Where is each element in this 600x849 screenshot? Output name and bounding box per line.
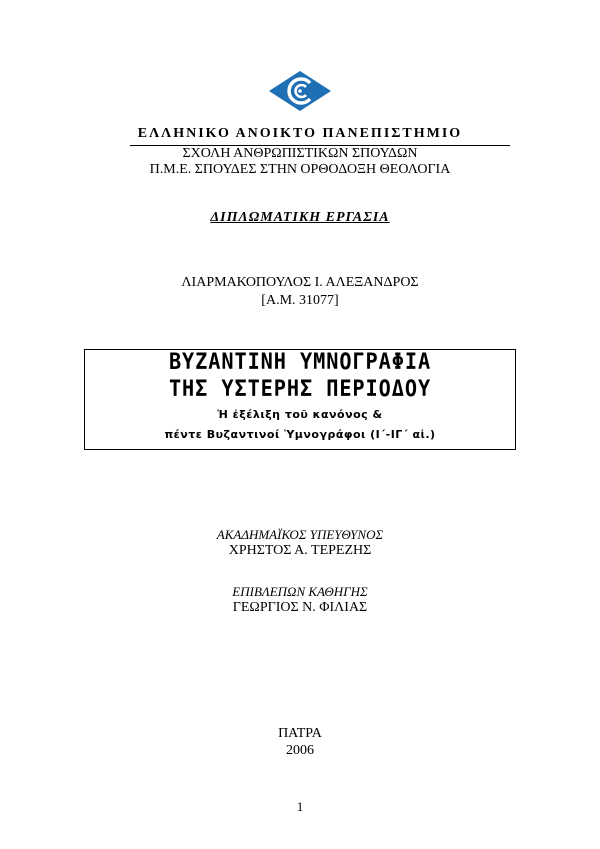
supervisor-name: ΧΡΗΣΤΟΣ Α. ΤΕΡΕΖΗΣ [228,543,372,558]
subtitle-line-1: Ἡ ἐξέλιξη τοῦ κανόνος & [217,408,383,421]
registration-number: [Α.Μ. 31077] [261,293,339,308]
page-number: 1 [296,799,304,814]
university-logo [268,70,332,112]
document-type: ΔΙΠΛΩΜΑΤΙΚΗ ΕΡΓΑΣΙΑ [210,210,390,225]
subtitle-line-2: πέντε Βυζαντινοί Ὑμνογράφοι (Ι΄-ΙΓ΄ αἰ.) [164,428,436,441]
program-name: Π.Μ.Ε. ΣΠΟΥΔΕΣ ΣΤΗΝ ΟΡΘΟΔΟΞΗ ΘΕΟΛΟΓΙΑ [149,162,451,177]
year: 2006 [286,743,314,758]
author-name: ΛΙΑΡΜΑΚΟΠΟΥΛΟΣ Ι. ΑΛΕΞΑΝΔΡΟΣ [181,275,419,290]
school-name: ΣΧΟΛΗ ΑΝΘΡΩΠΙΣΤΙΚΩΝ ΣΠΟΥΔΩΝ [182,146,418,161]
title-box [84,349,516,450]
title-line-1: ΒΥΖΑΝΤΙΝΗ ΥΜΝΟΓΡΑΦΙΑ [168,350,432,375]
supervisor-label: ΑΚΑΔΗΜΑΪΚΟΣ ΥΠΕΥΘΥΝΟΣ [216,527,384,542]
advisor-label: ΕΠΙΒΛΕΠΩΝ ΚΑΘΗΓΗΣ [232,584,368,599]
university-name: ΕΛΛΗΝΙΚΟ ΑΝΟΙΚΤΟ ΠΑΝΕΠΙΣΤΗΜΙΟ [137,126,463,141]
title-line-2: ΤΗΣ ΥΣΤΕΡΗΣ ΠΕΡΙΟΔΟΥ [168,377,432,402]
city: ΠΑΤΡΑ [278,726,322,741]
advisor-name: ΓΕΩΡΓΙΟΣ Ν. ΦΙΛΙΑΣ [232,600,368,615]
